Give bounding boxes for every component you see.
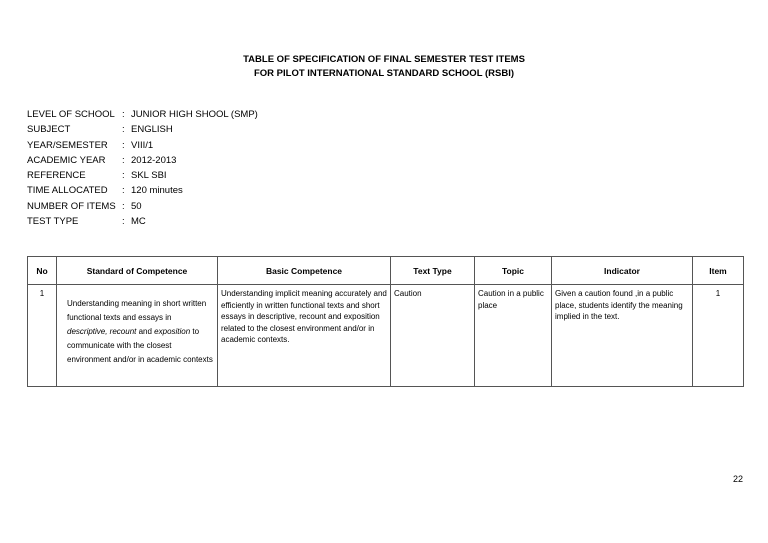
metadata-block bbox=[27, 107, 258, 229]
meta-label: SUBJECT bbox=[27, 124, 71, 136]
meta-label: YEAR/SEMESTER bbox=[27, 139, 108, 151]
cell-item: 1 bbox=[693, 285, 744, 387]
meta-label: NUMBER OF ITEMS bbox=[27, 200, 116, 212]
meta-label: ACADEMIC YEAR bbox=[27, 154, 106, 166]
meta-colon: : bbox=[122, 154, 125, 166]
header-item: Item bbox=[693, 257, 744, 285]
meta-value: SKL SBI bbox=[131, 170, 167, 182]
cell-indicator: Given a caution found ,in a public place, students identify the meaning implied in the text. bbox=[552, 285, 693, 387]
standard-text bbox=[67, 297, 214, 367]
meta-value: MC bbox=[131, 216, 146, 228]
cell-topic: Caution in a public place bbox=[475, 285, 552, 387]
document-title-line-1: TABLE OF SPECIFICATION OF FINAL SEMESTER TEST ITEMS bbox=[243, 54, 525, 65]
standard-text-end: to communicate with the closest environment and/or in academic contexts bbox=[67, 327, 213, 364]
meta-value: VIII/1 bbox=[131, 139, 154, 151]
meta-row-year-semester bbox=[27, 138, 258, 153]
header-standard-of-competence: Standard of Competence bbox=[57, 257, 218, 285]
standard-text-emphasis-2: exposition bbox=[154, 327, 191, 336]
standard-text-start: Understanding meaning in short written functional texts and essays in bbox=[67, 299, 207, 322]
meta-value: 50 bbox=[131, 200, 142, 212]
meta-label: TIME ALLOCATED bbox=[27, 185, 108, 197]
meta-row-time-allocated bbox=[27, 183, 258, 198]
meta-value: 2012-2013 bbox=[131, 154, 177, 166]
meta-value: ENGLISH bbox=[131, 124, 173, 136]
specification-table bbox=[27, 256, 744, 387]
standard-text-emphasis-1: descriptive, recount bbox=[67, 327, 137, 336]
meta-value: 120 minutes bbox=[131, 185, 183, 197]
meta-row-subject bbox=[27, 122, 258, 137]
header-no: No bbox=[28, 257, 57, 285]
meta-row-number-of-items bbox=[27, 199, 258, 214]
cell-basic-competence: Understanding implicit meaning accurately and efficiently in written functional texts and short essays in descriptive, recount and exposition related to the closest environment and/or in academic contexts. bbox=[218, 285, 391, 387]
meta-row-level bbox=[27, 107, 258, 122]
header-topic: Topic bbox=[475, 257, 552, 285]
meta-value: JUNIOR HIGH SHOOL (SMP) bbox=[131, 109, 258, 120]
meta-row-test-type bbox=[27, 214, 258, 229]
header-basic-competence: Basic Competence bbox=[218, 257, 391, 285]
meta-colon: : bbox=[122, 124, 125, 136]
cell-no: 1 bbox=[28, 285, 57, 387]
meta-colon: : bbox=[122, 109, 125, 120]
cell-text-type: Caution bbox=[391, 285, 475, 387]
header-text-type: Text Type bbox=[391, 257, 475, 285]
cell-standard-of-competence bbox=[57, 285, 218, 387]
meta-colon: : bbox=[122, 139, 125, 151]
meta-colon: : bbox=[122, 216, 125, 228]
standard-text-and: and bbox=[136, 327, 155, 336]
header-indicator: Indicator bbox=[552, 257, 693, 285]
page-number: 22 bbox=[732, 474, 743, 484]
table-header-row bbox=[28, 257, 744, 285]
meta-row-academic-year bbox=[27, 153, 258, 168]
meta-colon: : bbox=[122, 170, 125, 182]
meta-colon: : bbox=[122, 200, 125, 212]
meta-label: LEVEL OF SCHOOL bbox=[27, 109, 115, 120]
meta-label: TEST TYPE bbox=[27, 216, 79, 228]
table-row bbox=[28, 285, 744, 387]
meta-label: REFERENCE bbox=[27, 170, 86, 182]
meta-row-reference bbox=[27, 168, 258, 183]
document-title-line-2: FOR PILOT INTERNATIONAL STANDARD SCHOOL (RSBI) bbox=[253, 68, 514, 79]
meta-colon: : bbox=[122, 185, 125, 197]
